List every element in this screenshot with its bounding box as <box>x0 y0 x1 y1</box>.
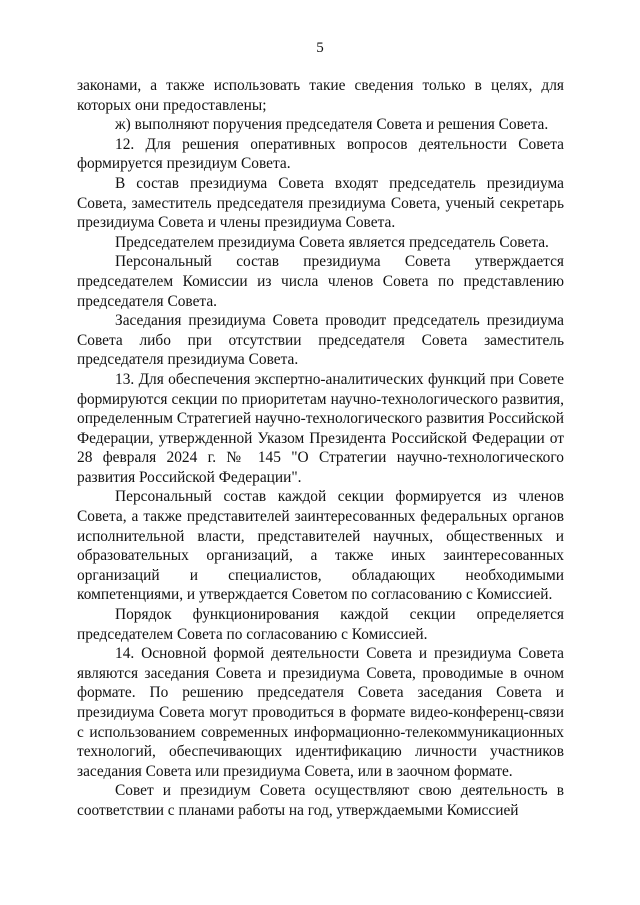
paragraph: 14. Основной формой деятельности Совета и президиума Совета являются заседания Совета и президиума Совета, проводимые в очном формате. По решению председателя Совета заседания Совета и президиума Совета могут проводиться в формате видео-конференц-связи с использованием современных информационно-телекоммуникационных технологий, обеспечивающих идентификацию личности участников заседания Совета или президиума Совета, или в заочном формате. <box>77 645 564 780</box>
paragraph: ж) выполняют поручения председателя Совета и решения Совета. <box>115 116 549 134</box>
paragraph: Заседания президиума Совета проводит председатель президиума Совета либо при отсутствии председателя Совета заместитель председателя президиума Совета. <box>77 312 564 369</box>
paragraph: В состав президиума Совета входят председатель президиума Совета, заместитель председателя президиума Совета, ученый секретарь президиума Совета и члены президиума Совета. <box>77 174 564 232</box>
page-number: 5 <box>316 40 324 56</box>
paragraph: законами, а также использовать такие сведения только в целях, для которых они предоставлены; <box>77 77 564 114</box>
paragraph: Персональный состав каждой секции формируется из членов Совета, а также представителей заинтересованных федеральных органов исполнительной власти, представителей научных, общественных и образовательных организаций, а также иных заинтересованных организаций и специалистов, обладающих необходимыми компетенциями, и утверждается Советом по согласованию с Комиссией. <box>77 488 564 604</box>
paragraph: Персональный состав президиума Совета утверждается председателем Комиссии из числа членов Совета по представлению председателя Совета. <box>77 253 564 310</box>
paragraph: 12. Для решения оперативных вопросов деятельности Совета формируется президиум Совета. <box>77 135 564 173</box>
paragraph: Председателем президиума Совета является председатель Совета. <box>115 233 549 251</box>
paragraph: 13. Для обеспечения экспертно-аналитических функций при Совете формируются секции по приоритетам научно-технологического развития, определенным Стратегией научно-технологического развития Российской Федерации, утвержденной Указом Президента Российской Федерации от 28 февраля 2024 г. № 145 "О Стратегии научно-технологического развития Российской Федерации". <box>77 370 564 486</box>
paragraph: Порядок функционирования каждой секции определяется председателем Совета по согласованию с Комиссией. <box>77 606 564 643</box>
document-body <box>77 76 564 821</box>
paragraph: Совет и президиум Совета осуществляют свою деятельность в соответствии с планами работы на год, утверждаемыми Комиссией <box>77 782 564 819</box>
